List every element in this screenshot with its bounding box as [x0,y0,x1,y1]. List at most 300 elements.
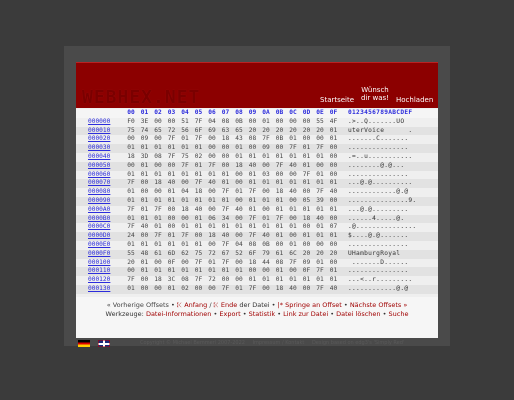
hex-byte: 6F [248,249,257,257]
hex-byte: 01 [248,276,257,284]
hex-byte: 01 [316,170,324,178]
hex-byte: 7F [302,170,311,178]
hex-byte: 04 [208,117,216,125]
column-header: 0D [302,109,311,116]
hex-byte: 01 [329,205,338,213]
hex-byte: 01 [262,179,270,187]
tools-label: Werkzeuge: [105,310,144,318]
hex-byte: 24 [127,232,135,240]
table-row [76,179,438,188]
hex-byte: 01 [140,240,149,248]
hex-byte: 01 [140,196,149,204]
table-row [76,259,438,268]
hex-byte: 00 [194,232,203,240]
hex-byte: 00 [302,223,311,231]
hex-byte: 40 [248,161,257,169]
hex-byte: 67 [221,249,230,257]
hex-byte: 01 [140,161,149,169]
hex-byte: 7F [167,135,176,143]
hex-byte: 00 [167,214,176,222]
hex-byte: 20 [302,126,311,134]
hex-byte: 01 [154,144,162,152]
hex-byte: 01 [235,152,243,160]
header-bar [76,62,438,108]
hex-byte: 01 [154,240,162,248]
hex-byte: 75 [181,152,189,160]
separator: • [213,310,220,318]
ascii-value: $....@.@....... [348,232,409,240]
hex-byte: 01 [262,214,270,222]
hex-byte: 00 [289,232,297,240]
hex-byte: 7F [181,232,189,240]
hex-byte: 08 [181,276,189,284]
hex-byte: 7F [275,161,284,169]
ascii-value: .......D...... [348,258,409,266]
hex-byte: 56 [181,126,189,134]
offset-link[interactable]: 000050 [88,161,111,169]
table-row [76,285,438,294]
hex-byte: 01 [262,152,270,160]
hex-byte: 01 [181,135,189,143]
hex-byte: 20 [302,249,311,257]
tool-delete[interactable]: Datei löschen [336,310,381,318]
offset-link[interactable]: 000060 [88,170,111,178]
offset-link[interactable]: 0000D0 [88,232,111,240]
hex-byte: 7F [194,117,203,125]
hex-byte: 00 [248,267,257,275]
end-link[interactable]: Ende [220,301,238,309]
hex-byte: 01 [127,214,135,222]
tool-statistik[interactable]: Statistik [248,310,276,318]
offset-link[interactable]: 000010 [88,126,111,134]
offset-nav [76,301,438,310]
column-header: 07 [221,109,230,116]
tool-link[interactable]: Link zur Datei [283,310,329,318]
hex-byte: 18 [208,232,216,240]
hex-byte: 40 [289,284,297,292]
hex-byte: 01 [235,284,243,292]
hex-byte: 01 [316,232,324,240]
hex-byte: 62 [181,249,189,257]
column-header: 06 [208,109,216,116]
separator: • [242,310,249,318]
hex-byte: 01 [289,135,297,143]
hex-byte: 01 [181,223,189,231]
ascii-value: ........@.@... [348,161,405,169]
table-row [76,162,438,171]
nav-wunsch-line1: Wünsch [361,86,389,94]
offset-link[interactable]: 0000E0 [88,240,111,248]
nav-hochladen[interactable]: Hochladen [396,96,434,104]
ascii-value: ............... [348,240,409,248]
hex-byte: 7F [154,232,162,240]
hex-byte: 01 [127,284,135,292]
hex-byte: 01 [316,276,324,284]
hex-byte: 00 [154,258,162,266]
hex-byte: 7F [248,284,257,292]
hex-byte: 00 [221,144,230,152]
hex-byte: 01 [235,223,243,231]
ascii-value: ...@.@.......... [348,179,413,187]
hex-byte: 00 [262,161,270,169]
table-row [76,215,438,224]
hex-byte: 55 [316,117,324,125]
hex-byte: 00 [154,284,162,292]
hex-byte: 00 [154,117,162,125]
hex-byte: 00 [208,188,216,196]
hex-byte: 51 [181,117,189,125]
hex-byte: 09 [262,144,270,152]
separator: • [330,310,337,318]
hex-byte: 01 [127,170,135,178]
site-logo[interactable]: WEBHEX.NET [82,87,201,108]
hex-table [76,109,438,294]
hex-byte: 00 [208,135,216,143]
hex-byte: 0B [235,117,243,125]
hex-byte: 00 [235,232,243,240]
hex-byte: 52 [235,249,243,257]
offset-link[interactable]: 000090 [88,196,111,204]
hex-byte: 18 [154,276,162,284]
hex-byte: 00 [154,161,162,169]
hex-byte: 01 [167,267,176,275]
ascii-value: ...<..r......... [348,276,413,284]
jump-icon: |* [277,301,283,309]
hex-byte: 01 [208,223,216,231]
hex-byte: 01 [302,161,311,169]
hex-byte: 01 [302,144,311,152]
hex-byte: 75 [127,126,135,134]
hex-byte: 0B [262,240,270,248]
hex-byte: 00 [208,152,216,160]
hex-byte: 00 [275,240,284,248]
hex-byte: 01 [262,223,270,231]
hex-byte: 01 [140,144,149,152]
hex-byte: 01 [235,267,243,275]
hex-byte: 00 [235,179,243,187]
hex-byte: 08 [154,152,162,160]
hex-byte: 0F [167,258,176,266]
table-row [76,171,438,180]
hex-byte: 00 [302,284,311,292]
column-header: 0F [329,109,338,116]
hex-byte: 00 [289,267,297,275]
hex-byte: 01 [289,179,297,187]
ascii-value: ............... [348,170,409,178]
hex-byte: 01 [316,223,324,231]
offset-link[interactable]: 000100 [88,258,111,266]
column-header: 02 [154,109,162,116]
hex-byte: 55 [127,249,135,257]
table-row [76,241,438,250]
jump-offset-link[interactable]: Springe an Offset [285,301,342,309]
hex-byte: 7F [248,232,257,240]
hex-byte: 61 [154,249,162,257]
hex-byte: 01 [248,152,257,160]
hex-byte: 01 [248,205,257,213]
hex-byte: 01 [302,152,311,160]
ascii-value: ............... [348,144,409,152]
hex-byte: 7F [208,161,216,169]
table-row [76,250,438,259]
hex-byte: 40 [194,205,203,213]
hex-byte: 00 [329,144,338,152]
hex-byte: 08 [275,258,284,266]
hex-byte: 01 [275,152,284,160]
hex-byte: 01 [329,232,338,240]
end-icon: ⤪ [213,301,219,309]
offset-link[interactable]: 0000F0 [88,249,111,257]
hex-byte: 01 [275,205,284,213]
table-row [76,188,438,197]
column-header: 00 [127,109,135,116]
ascii-value: .=..u........... [348,152,413,160]
tools-bar [76,310,438,318]
offset-link[interactable]: 0000C0 [88,223,111,231]
hex-byte: 00 [208,284,216,292]
hex-byte: 00 [302,135,311,143]
hex-byte: 01 [329,179,338,187]
separator: / [209,301,214,309]
hex-byte: 7F [289,144,297,152]
offset-link[interactable]: 000040 [88,152,111,160]
footer [140,340,440,346]
hex-byte: 00 [127,135,135,143]
hex-byte: 74 [140,126,149,134]
offset-link[interactable]: 000030 [88,144,111,152]
hex-byte: 01 [248,170,257,178]
hex-byte: 18 [275,188,284,196]
hex-byte: 07 [329,223,338,231]
main-panel [76,62,438,338]
hex-byte: 20 [329,249,338,257]
offset-link[interactable]: 000000 [88,117,111,125]
hex-byte: 00 [302,188,311,196]
hex-byte: 01 [167,144,176,152]
hex-byte: 7F [316,188,324,196]
nav-wunsch[interactable] [360,86,390,102]
offset-link[interactable]: 0000B0 [88,214,111,222]
hex-byte: 01 [289,276,297,284]
hex-byte: 00 [329,258,338,266]
hex-byte: 01 [140,170,149,178]
hex-byte: 00 [208,205,216,213]
hex-byte: 7F [194,135,203,143]
column-header: 08 [235,109,243,116]
hex-byte: 01 [194,196,203,204]
tool-search[interactable]: Suche [388,310,409,318]
hex-byte: 00 [329,196,338,204]
tool-file-info[interactable]: Datei-Informationen [145,310,212,318]
hex-byte: 7F [127,276,135,284]
prev-offsets-link[interactable]: « Vorherige Offsets [106,301,169,309]
hex-byte: 00 [221,161,230,169]
hex-byte: 01 [167,170,176,178]
hex-byte: 01 [275,276,284,284]
flag-en-icon[interactable] [98,340,110,347]
hex-byte: 00 [140,188,149,196]
hex-byte: 18 [127,152,135,160]
offset-link[interactable]: 000070 [88,179,111,187]
hex-byte: 7F [194,258,203,266]
hex-byte: 00 [302,240,311,248]
hex-byte: 01 [275,232,284,240]
table-row [76,223,438,232]
hex-byte: 75 [194,249,203,257]
hex-byte: 18 [194,188,203,196]
hex-byte: 7F [127,179,135,187]
hex-byte: 00 [154,135,162,143]
hex-byte: 01 [221,196,230,204]
hex-byte: 00 [235,276,243,284]
hex-byte: 7F [221,205,230,213]
hex-byte: 01 [194,144,203,152]
hex-byte: 00 [181,214,189,222]
ascii-value: .......C....... [348,135,409,143]
copyright: Copyright © Michael Bemmerl 2007-2022 [140,340,245,346]
bottom-bar [76,297,438,338]
hex-byte: 02 [181,284,189,292]
offset-link[interactable]: 000080 [88,188,111,196]
ascii-value: ............@.@ [348,284,409,292]
hex-byte: 01 [194,223,203,231]
start-link[interactable]: Anfang [184,301,208,309]
tool-export[interactable]: Export [219,310,241,318]
table-row [76,232,438,241]
table-row [76,153,438,162]
hex-byte: 72 [208,249,216,257]
hex-byte: 39 [316,196,324,204]
column-header: 01 [140,109,149,116]
hex-byte: 00 [262,205,270,213]
offset-link[interactable]: 000120 [88,276,111,284]
table-row [76,206,438,215]
hex-byte: 00 [140,284,149,292]
flag-de-icon[interactable] [78,340,90,347]
hex-byte: 20 [248,126,257,134]
offset-link[interactable]: 0000A0 [88,205,111,213]
offset-link[interactable]: 000020 [88,135,111,143]
of-file-text: der Datei [239,301,270,309]
hex-byte: 01 [140,267,149,275]
hex-byte: 40 [316,214,324,222]
hex-byte: 01 [194,161,203,169]
column-header: 0A [262,109,270,116]
hex-byte: 01 [140,205,149,213]
hex-byte: 7F [248,214,257,222]
hex-byte: 7F [127,205,135,213]
hex-byte: 00 [262,267,270,275]
hex-byte: 05 [302,196,311,204]
hex-byte: 01 [167,196,176,204]
offset-link[interactable]: 000130 [88,284,111,292]
hex-byte: 01 [289,152,297,160]
hex-byte: 01 [275,267,284,275]
hex-byte: 7F [181,161,189,169]
hex-byte: 40 [329,188,338,196]
imprint-link[interactable]: Impressum / Kontakt [252,340,305,346]
hex-byte: 00 [289,196,297,204]
hex-byte: 01 [154,196,162,204]
hex-byte: 01 [275,223,284,231]
hex-byte: 01 [208,170,216,178]
hex-byte: 00 [127,161,135,169]
hex-byte: 00 [154,188,162,196]
hex-byte: 01 [181,170,189,178]
hex-byte: 01 [127,188,135,196]
column-header: 0B [275,109,284,116]
hex-byte: 01 [221,179,230,187]
hex-byte: 7F [248,188,257,196]
ascii-value: .@............... [348,223,417,231]
hex-byte: 01 [275,179,284,187]
hex-byte: 01 [329,126,338,134]
separator: • [382,310,389,318]
separator: • [171,301,177,309]
hex-byte: 01 [194,214,203,222]
column-header: 05 [194,109,203,116]
nav-startseite[interactable]: Startseite [320,96,355,104]
hex-byte: 01 [194,267,203,275]
hex-byte: 01 [221,223,230,231]
hex-byte: 01 [329,267,338,275]
hex-byte: 3E [140,117,149,125]
column-header: 0C [289,109,297,116]
ascii-value: .>..Q.......UO [348,117,405,125]
hex-byte: 01 [302,205,311,213]
hex-byte: 00 [221,152,230,160]
hex-byte: 44 [262,258,270,266]
hex-byte: 18 [154,179,162,187]
hex-byte: 40 [221,232,230,240]
hex-byte: 01 [262,117,270,125]
hex-byte: 00 [248,144,257,152]
hex-byte: 00 [235,214,243,222]
column-header: 04 [181,109,189,116]
hex-byte: 20 [316,126,324,134]
hex-byte: 00 [235,258,243,266]
hex-byte: 01 [248,179,257,187]
hex-byte: 01 [262,196,270,204]
hex-byte: 20 [316,249,324,257]
hex-byte: 40 [167,179,176,187]
hex-byte: 34 [221,214,230,222]
hex-byte: 00 [140,232,149,240]
hex-byte: 08 [248,240,257,248]
column-header: 09 [248,109,257,116]
hex-byte: 00 [167,205,176,213]
hex-byte: 01 [140,214,149,222]
hex-byte: 00 [316,135,324,143]
hex-byte: 7F [316,284,324,292]
hex-byte: 01 [316,152,324,160]
ascii-value: ............... [348,267,409,275]
hex-byte: 4F [329,117,338,125]
hex-byte: 01 [316,205,324,213]
hex-byte: 00 [181,179,189,187]
hex-byte: 01 [194,240,203,248]
hex-byte: 6D [167,249,176,257]
hex-byte: 00 [275,170,284,178]
hex-byte: 00 [140,276,149,284]
hex-byte: 7F [289,258,297,266]
hex-byte: 01 [208,258,216,266]
offset-link[interactable]: 000110 [88,267,111,275]
next-offsets-link[interactable]: Nächste Offsets » [349,301,408,309]
ascii-value: UHamburgRoyal [348,249,413,257]
hex-byte: 01 [181,196,189,204]
ascii-value: ...@.@......... [348,205,409,213]
